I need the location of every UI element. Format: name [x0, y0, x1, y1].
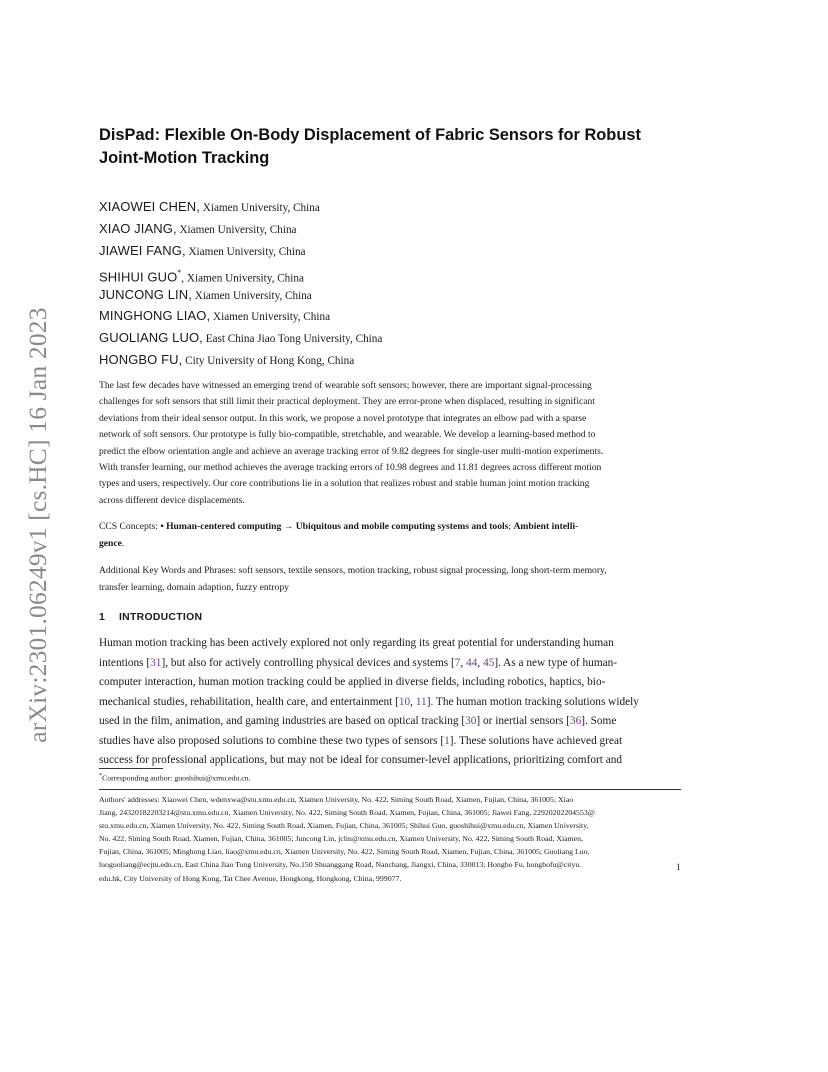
citation-link[interactable]: 11: [415, 695, 427, 708]
section-number: 1: [99, 612, 106, 623]
paper-title: [99, 124, 699, 169]
author-affiliation: Xiamen University, China: [210, 311, 331, 324]
ccs-concepts: [99, 519, 681, 553]
citation-link[interactable]: 10: [398, 695, 411, 708]
abstract-line: challenges for soft sensors that still limit their practical deployment. They are error-prone when displaced, resulting in significant: [99, 396, 595, 408]
intro-line: [99, 634, 681, 654]
intro-text: ] or inertial sensors [: [476, 715, 570, 727]
section-heading: [99, 612, 202, 623]
keywords-line: transfer learning, domain adaption, fuzzy entropy: [99, 581, 289, 593]
title-line: DisPad: Flexible On-Body Displacement of Fabric Sensors for Robust: [99, 126, 641, 144]
author-entry: [99, 218, 699, 240]
address-line: Authors' addresses: Xiaowei Chen, wdenxwa@stu.xmu.edu.cn, Xiamen University, No. 422, Siming South Road, Xiamen, Fujian, China, 361005; Xiao: [99, 795, 574, 804]
footnote-mark: *: [99, 773, 102, 779]
intro-text: ]. Some: [581, 715, 617, 727]
corresponding-author-mark: *: [177, 267, 182, 277]
title-line: Joint-Motion Tracking: [99, 148, 270, 167]
author-affiliation: East China Jiao Tong University, China: [202, 333, 383, 346]
ccs-concept: Ambient intelli-: [513, 521, 579, 532]
intro-text: Human motion tracking has been actively explored not only regarding its great potential for understanding human: [99, 637, 614, 649]
citation-link[interactable]: 31: [150, 656, 162, 669]
intro-text: ,: [460, 656, 467, 669]
keywords-line: Additional Key Words and Phrases: soft sensors, textile sensors, motion tracking, robust signal processing, long short-term memory,: [99, 565, 607, 576]
author-name: XIAO JIANG,: [99, 220, 177, 236]
arxiv-identifier: arXiv:2301.06249v1 [cs.HC] 16 Jan 2023: [23, 307, 52, 743]
address-line: luoguoliang@ecjtu.edu.cn, East China Jiao Tong University, No.150 Shuanggang Road, Nanchang, Jiangxi, China, 330013; Hongbo Fu, hongbofu@cityu.: [99, 860, 582, 870]
address-line: Fujian, China, 361005; Minghong Liao, liao@xmu.edu.cn, Xiamen University, No. 422, Siming South Road, Xiamen, Fujian, China, 361005; Guoliang Luo,: [99, 847, 590, 857]
ccs-arrow: →: [281, 521, 296, 532]
ccs-line: [99, 519, 681, 536]
intro-text: success for professional applications, but may not be ideal for consumer-level applications, prioritizing comfort and: [99, 754, 623, 766]
author-name: JUNCONG LIN,: [99, 286, 192, 302]
introduction-body: [99, 634, 681, 771]
intro-text: used in the film, animation, and gaming industries are based on optical tracking [: [99, 715, 466, 727]
citation-link[interactable]: 7: [454, 656, 461, 669]
author-entry: [99, 284, 699, 306]
ccs-concept: Ubiquitous and mobile computing systems and tools: [295, 521, 509, 532]
intro-text: ,: [477, 656, 484, 669]
citation-link[interactable]: 30: [465, 715, 477, 727]
intro-line: [99, 732, 681, 752]
addresses-rule: [99, 789, 681, 790]
citation-link[interactable]: 1: [444, 734, 450, 747]
abstract-line: predict the elbow orientation angle and achieve an average tracking error of 9.82 degrees for single-user multi-motion experiments.: [99, 445, 604, 457]
intro-text: computer interaction, human motion tracking could be applied in diverse fields, including robotics, haptics, bio-: [99, 676, 606, 688]
author-name: MINGHONG LIAO,: [99, 308, 211, 324]
page-number: 1: [676, 862, 681, 872]
citation-link[interactable]: 45: [483, 656, 495, 669]
address-line: edu.hk, City University of Hong Kong, Tat Chee Avenue, Hongkong, Hongkong, China, 999077.: [99, 873, 402, 883]
abstract-line: deviations from their ideal sensor output. In this work, we propose a novel prototype that integrates an elbow pad with a sparse: [99, 412, 587, 424]
author-name: GUOLIANG LUO,: [99, 330, 203, 346]
author-entry: [99, 305, 699, 327]
intro-text: mechanical studies, rehabilitation, health care, and entertainment [: [99, 695, 399, 708]
abstract-line: types and users, respectively. Our core contributions lie in a solution that realizes robust and stable human joint motion tracking: [99, 478, 590, 490]
intro-line: [99, 654, 681, 674]
address-line: Jiang, 24320182203214@stu.xmu.edu.cn, Xiamen University, No. 422, Siming South Road, Xiamen, Fujian, China, 361005; Jiawei Fang, 22920202204553@: [99, 808, 595, 818]
intro-text: ,: [410, 695, 416, 708]
author-affiliation: , Xiamen University, China: [181, 272, 304, 284]
intro-text: ], but also for actively controlling physical devices and systems [: [161, 656, 455, 669]
ccs-separator: ;: [508, 521, 514, 532]
intro-line: [99, 712, 681, 732]
author-name: SHIHUI GUO: [99, 269, 178, 284]
ccs-end: .: [121, 537, 125, 549]
section-title: INTRODUCTION: [119, 612, 203, 623]
ccs-concept: Human-centered computing: [166, 521, 282, 532]
author-name: HONGBO FU,: [99, 352, 183, 368]
intro-text: ]. The human motion tracking solutions widely: [426, 695, 639, 708]
keywords: [99, 563, 681, 597]
abstract-line: across different device displacements.: [99, 494, 245, 506]
intro-text: intentions [: [99, 656, 151, 669]
author-entry: [99, 327, 699, 349]
intro-text: ]. These solutions have achieved great: [449, 734, 623, 747]
author-entry: [99, 240, 699, 262]
author-affiliation: Xiamen University, China: [191, 289, 312, 302]
citation-link[interactable]: 44: [466, 656, 478, 669]
abstract: [99, 378, 681, 509]
intro-line: [99, 693, 681, 713]
intro-text: ]. As a new type of human-: [494, 656, 618, 669]
footnote: [99, 770, 251, 785]
author-entry: [99, 349, 699, 371]
authors-addresses: [99, 793, 681, 885]
author-affiliation: Xiamen University, China: [176, 223, 297, 236]
author-affiliation: City University of Hong Kong, China: [182, 355, 355, 368]
author-entry: [99, 262, 699, 284]
author-name: JIAWEI FANG,: [99, 242, 186, 258]
abstract-line: The last few decades have witnessed an emerging trend of wearable soft sensors; however, there are important signal-processing: [99, 380, 592, 391]
ccs-line: [99, 536, 681, 553]
intro-text: studies have also proposed solutions to combine these two types of sensors [: [99, 734, 445, 747]
author-affiliation: Xiamen University, China: [199, 202, 320, 214]
footnote-rule: [99, 768, 163, 769]
author-affiliation: Xiamen University, China: [185, 245, 306, 258]
author-name: XIAOWEI CHEN,: [99, 199, 200, 214]
arxiv-sidebar: [16, 290, 60, 760]
ccs-label: CCS Concepts:: [99, 521, 161, 532]
citation-link[interactable]: 36: [569, 715, 582, 727]
intro-line: [99, 751, 681, 771]
abstract-line: With transfer learning, our method achieves the average tracking errors of 10.98 degrees and 11.81 degrees across different motion: [99, 462, 602, 474]
address-line: stu.xmu.edu.cn, Xiamen University, No. 422, Siming South Road, Xiamen, Fujian, China, 361005; Shihui Guo, guoshihui@xmu.edu.cn, Xiamen University,: [99, 821, 589, 831]
ccs-bullet: •: [160, 521, 167, 532]
intro-line: [99, 673, 681, 693]
ccs-concept: gence: [99, 537, 122, 549]
footnote-text: Corresponding author: guoshihui@xmu.edu.cn.: [102, 773, 251, 783]
author-entry: [99, 196, 699, 218]
author-list: [99, 196, 699, 371]
abstract-line: network of soft sensors. Our prototype is fully bio-compatible, stretchable, and wearable. We develop a learning-based method to: [99, 429, 596, 441]
address-line: No. 422, Siming South Road, Xiamen, Fujian, China, 361005; Juncong Lin, jclin@xmu.edu.cn, Xiamen University, No. 422, Siming South Road, Xiamen,: [99, 834, 583, 844]
